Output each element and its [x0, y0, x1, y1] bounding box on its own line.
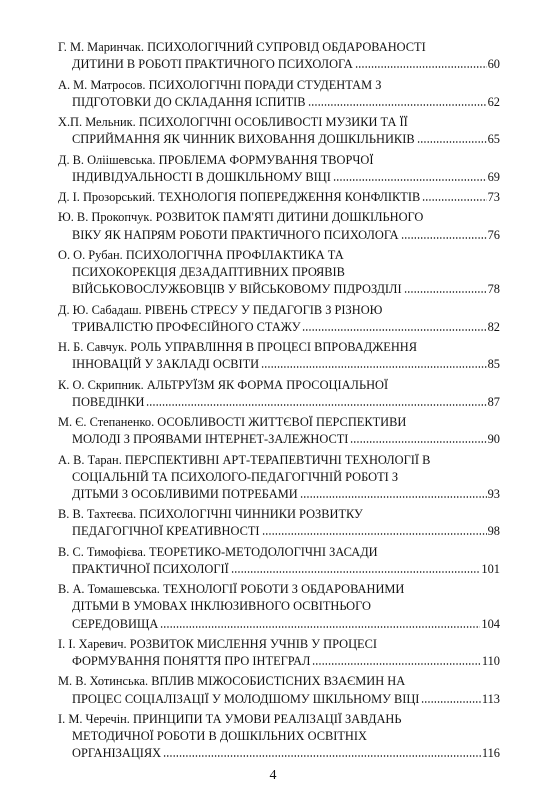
- toc-entry-continuation-line: [58, 227, 399, 244]
- toc-entry-line: [58, 247, 500, 264]
- dot-leader: [404, 281, 487, 293]
- dot-leader: [308, 94, 487, 106]
- dot-leader: [262, 523, 487, 535]
- toc-entry-title: ПРАКТИЧНОЇ ПСИХОЛОГІЇ: [72, 561, 229, 576]
- toc-entry-first-line: [58, 39, 426, 56]
- toc-entry-line: [58, 77, 500, 94]
- dot-leader: [355, 56, 487, 68]
- toc-entry-title: ПЕРСПЕКТИВНІ АРТ-ТЕРАПЕВТИЧНІ ТЕХНОЛОГІЇ В: [124, 452, 431, 467]
- toc-entry-title: МЕТОДИЧНОЇ РОБОТИ В ДОШКІЛЬНИХ ОСВІТНІХ: [72, 729, 367, 744]
- toc-entry: [58, 673, 500, 707]
- toc-entry-line: [58, 394, 500, 411]
- toc-entry-line: [58, 616, 500, 633]
- dot-leader: [302, 319, 486, 331]
- toc-entry-line: [58, 561, 500, 578]
- toc-entry-continuation-line: [58, 356, 259, 373]
- toc-entry-title: ПРОБЛЕМА ФОРМУВАННЯ ТВОРЧОЇ: [158, 152, 374, 167]
- dot-leader: [312, 653, 480, 665]
- toc-entry-continuation-line: [58, 431, 348, 448]
- toc-entry: [58, 452, 500, 504]
- toc-entry-line: [58, 209, 500, 226]
- toc-entry: [58, 77, 500, 111]
- toc-entry-continuation-line: [58, 94, 306, 111]
- toc-entry-author: Д. Ю. Сабадаш.: [58, 302, 142, 317]
- toc-entry-page: 104: [481, 616, 500, 631]
- toc-entry-title: СОЦІАЛЬНІЙ ТА ПСИХОЛОГО-ПЕДАГОГІЧНІЙ РОБОТІ З: [72, 469, 399, 484]
- toc-entry-first-line: [58, 77, 381, 94]
- toc-entry-title: ПСИХОЛОГІЧНА ПРОФІЛАКТИКА ТА: [125, 247, 344, 262]
- toc-entry-line: [58, 39, 500, 56]
- toc-entry-line: [58, 452, 500, 469]
- toc-entry-author: В. В. Тахтеєва.: [58, 507, 137, 522]
- toc-entry-author: Д. І. Прозорський.: [58, 190, 156, 204]
- toc-entry-page: 93: [487, 486, 500, 501]
- toc-entry-continuation-line: [58, 653, 310, 670]
- toc-entry-line: [58, 728, 500, 745]
- dot-leader: [417, 131, 487, 143]
- toc-entry-continuation-line: [58, 598, 371, 615]
- toc-entry-author: А. М. Матросов.: [58, 77, 146, 92]
- toc-entry-author: К. О. Скрипник.: [58, 377, 144, 392]
- toc-entry-page: 113: [481, 691, 500, 706]
- toc-entry-author: Г. М. Маринчак.: [58, 40, 144, 54]
- toc-entry-title: ПОВЕДІНКИ: [72, 394, 145, 409]
- toc-entry-continuation-line: [58, 728, 367, 745]
- toc-entry-title: ТЕХНОЛОГІЇ РОБОТИ З ОБДАРОВАНИМИ: [162, 582, 405, 597]
- toc-entry-line: [58, 745, 500, 762]
- toc-entry-author: І. І. Харевич.: [58, 636, 127, 651]
- toc-entry-title: ПСИХОЛОГІЧНІ ОСОБЛИВОСТІ МУЗИКИ ТА ЇЇ: [138, 115, 408, 129]
- toc-entry-page: 69: [487, 169, 500, 184]
- toc-entry-line: [58, 356, 500, 373]
- toc-entry-author: А. В. Таран.: [58, 452, 122, 467]
- toc-entry-line: [58, 281, 500, 298]
- toc-entry-line: [58, 264, 500, 281]
- toc-entry: [58, 506, 500, 540]
- toc-entry-line: [58, 711, 500, 728]
- toc-entry-title: РОЛЬ УПРАВЛІННЯ В ПРОЦЕСІ ВПРОВАДЖЕННЯ: [130, 340, 418, 354]
- toc-entry-continuation-line: [58, 561, 229, 578]
- toc-entry-continuation-line: [58, 131, 415, 148]
- toc-entry-line: [58, 319, 500, 336]
- toc-entry-line: [58, 94, 500, 111]
- toc-entry-first-line: [58, 636, 377, 653]
- toc-entry-page: 98: [487, 524, 500, 539]
- toc-entry: [58, 152, 500, 186]
- toc-entry-continuation-line: [58, 745, 161, 762]
- toc-entry-line: [58, 544, 500, 561]
- toc-entry-line: [58, 523, 500, 540]
- toc-entry-line: [58, 302, 500, 319]
- toc-entry-page: 73: [487, 190, 500, 204]
- toc-entry-continuation-line: [58, 469, 398, 486]
- toc-entry-title: ПСИХОЛОГІЧНІ ЧИННИКИ РОЗВИТКУ: [139, 507, 363, 522]
- toc-entry-first-line: [58, 452, 430, 469]
- toc-entry: [58, 414, 500, 448]
- dot-leader: [160, 616, 480, 628]
- toc-entry-page: 110: [481, 654, 500, 669]
- toc-entry: [58, 247, 500, 299]
- toc-entry-line: [58, 414, 500, 431]
- toc-entry-title: ОРГАНІЗАЦІЯХ: [72, 746, 162, 761]
- toc-entry-continuation-line: [58, 281, 402, 298]
- toc-entry-title: АЛЬТРУЇЗМ ЯК ФОРМА ПРОСОЦІАЛЬНОЇ: [146, 377, 389, 392]
- toc-entry-first-line: [58, 414, 406, 431]
- toc-entry-continuation-line: [58, 616, 158, 633]
- toc-entry-first-line: [58, 506, 363, 523]
- toc-entry-page: 85: [487, 357, 500, 372]
- toc-entry-author: Х.П. Мельник.: [58, 115, 136, 129]
- dot-leader: [422, 189, 486, 201]
- toc-entry-page: 62: [487, 94, 500, 109]
- toc-entry-author: О. О. Рубан.: [58, 247, 123, 262]
- toc-entry-title: ВІЙСЬКОВОСЛУЖБОВЦІВ У ВІЙСЬКОВОМУ ПІДРОЗДІЛІ: [72, 282, 402, 297]
- toc-entry-author: Д. В. Оліішевська.: [58, 152, 156, 167]
- toc-entry-title: РОЗВИТОК МИСЛЕННЯ УЧНІВ У ПРОЦЕСІ: [129, 636, 377, 651]
- toc-entry-title: СЕРЕДОВИЩА: [72, 616, 159, 631]
- toc-entry: [58, 581, 500, 633]
- toc-entry-line: [58, 339, 500, 356]
- toc-entry-continuation-line: [58, 56, 353, 73]
- toc-entry-page: 65: [487, 132, 500, 147]
- toc-entry-line: [58, 506, 500, 523]
- table-of-contents: [58, 39, 500, 766]
- toc-entry-title: РОЗВИТОК ПАМ'ЯТІ ДИТИНИ ДОШКІЛЬНОГО: [155, 210, 424, 225]
- toc-entry-page: 76: [487, 227, 500, 242]
- toc-entry-title: ВІКУ ЯК НАПРЯМ РОБОТИ ПРАКТИЧНОГО ПСИХОЛОГА: [72, 227, 399, 242]
- toc-entry-continuation-line: [58, 523, 260, 540]
- toc-entry-line: [58, 691, 500, 708]
- toc-entry: [58, 302, 500, 336]
- toc-entry-continuation-line: [58, 169, 331, 186]
- toc-entry-page: 116: [481, 746, 500, 761]
- toc-entry: [58, 114, 500, 148]
- toc-entry-author: М. Є. Степаненко.: [58, 415, 155, 429]
- toc-entry-line: [58, 131, 500, 148]
- toc-entry-first-line: [58, 114, 408, 131]
- toc-entry-first-line: [58, 189, 420, 206]
- toc-entry-title: ПРОЦЕС СОЦІАЛІЗАЦІЇ У МОЛОДШОМУ ШКІЛЬНОМУ ВІЦІ: [72, 691, 420, 706]
- toc-entry: [58, 711, 500, 763]
- toc-entry-title: ДІТЬМИ З ОСОБЛИВИМИ ПОТРЕБАМИ: [72, 486, 298, 501]
- dot-leader: [300, 486, 487, 498]
- toc-entry-line: [58, 169, 500, 186]
- toc-entry-line: [58, 636, 500, 653]
- toc-entry-first-line: [58, 209, 423, 226]
- toc-entry-page: 90: [487, 432, 500, 447]
- toc-entry-first-line: [58, 673, 405, 690]
- toc-entry-title: СПРИЙМАННЯ ЯК ЧИННИК ВИХОВАННЯ ДОШКІЛЬНИКІВ: [72, 132, 415, 147]
- toc-entry-title: РІВЕНЬ СТРЕСУ У ПЕДАГОГІВ З РІЗНОЮ: [144, 302, 383, 317]
- toc-entry: [58, 377, 500, 411]
- toc-entry-title: ПІДГОТОВКИ ДО СКЛАДАННЯ ІСПИТІВ: [72, 94, 306, 109]
- toc-entry-first-line: [58, 247, 344, 264]
- toc-entry-title: ПСИХОКОРЕКЦІЯ ДЕЗАДАПТИВНИХ ПРОЯВІВ: [72, 265, 345, 279]
- toc-entry-title: ПЕДАГОГІЧНОЇ КРЕАТИВНОСТІ: [72, 524, 260, 539]
- toc-entry-line: [58, 227, 500, 244]
- toc-entry-line: [58, 598, 500, 615]
- toc-entry-first-line: [58, 581, 404, 598]
- toc-entry-continuation-line: [58, 486, 298, 503]
- toc-entry-line: [58, 581, 500, 598]
- toc-entry-first-line: [58, 544, 378, 561]
- toc-entry-title: ПРИНЦИПИ ТА УМОВИ РЕАЛІЗАЦІЇ ЗАВДАНЬ: [133, 711, 402, 726]
- toc-entry-first-line: [58, 302, 382, 319]
- toc-entry-line: [58, 486, 500, 503]
- toc-entry-continuation-line: [58, 319, 300, 336]
- toc-entry-first-line: [58, 339, 417, 356]
- toc-entry-title: ТЕХНОЛОГІЯ ПОПЕРЕДЖЕННЯ КОНФЛІКТІВ: [158, 190, 421, 204]
- toc-entry: [58, 636, 500, 670]
- toc-entry: [58, 339, 500, 373]
- dot-leader: [401, 227, 487, 239]
- toc-entry-line: [58, 673, 500, 690]
- toc-entry-page: 82: [487, 319, 500, 334]
- toc-entry-line: [58, 653, 500, 670]
- toc-entry-line: [58, 114, 500, 131]
- toc-entry-author: Ю. В. Прокопчук.: [58, 210, 153, 225]
- toc-entry-title: ДІТЬМИ В УМОВАХ ІНКЛЮЗИВНОГО ОСВІТНЬОГО: [72, 599, 371, 614]
- toc-entry: [58, 544, 500, 578]
- toc-entry: [58, 189, 500, 206]
- toc-entry-title: ТРИВАЛІСТЮ ПРОФЕСІЙНОГО СТАЖУ: [72, 319, 301, 334]
- toc-entry-title: ДИТИНИ В РОБОТІ ПРАКТИЧНОГО ПСИХОЛОГА: [72, 57, 353, 72]
- toc-entry-author: Н. Б. Савчук.: [58, 340, 128, 354]
- toc-entry-first-line: [58, 711, 401, 728]
- toc-entry-title: ІННОВАЦІЙ У ЗАКЛАДІ ОСВІТИ: [72, 357, 260, 372]
- toc-entry-first-line: [58, 152, 373, 169]
- toc-entry-author: М. В. Хотинська.: [58, 674, 149, 689]
- toc-entry-author: В. А. Томашевська.: [58, 582, 160, 597]
- toc-entry-title: ОСОБЛИВОСТІ ЖИТТЄВОЇ ПЕРСПЕКТИВИ: [157, 415, 407, 429]
- toc-entry-continuation-line: [58, 691, 419, 708]
- dot-leader: [421, 691, 480, 703]
- toc-entry-title: ТЕОРЕТИКО-МЕТОДОЛОГІЧНІ ЗАСАДИ: [149, 544, 378, 559]
- toc-entry-line: [58, 189, 500, 206]
- toc-entry-page: 101: [481, 561, 500, 576]
- toc-entry-line: [58, 56, 500, 73]
- toc-entry-author: В. С. Тимофієва.: [58, 544, 146, 559]
- dot-leader: [261, 356, 486, 368]
- dot-leader: [350, 431, 486, 443]
- toc-entry-author: І. М. Черечін.: [58, 711, 130, 726]
- toc-entry: [58, 209, 500, 243]
- page-number: 4: [269, 768, 277, 783]
- toc-entry-line: [58, 152, 500, 169]
- toc-entry-continuation-line: [58, 394, 144, 411]
- toc-entry-page: 60: [487, 57, 500, 72]
- toc-entry-title: ПСИХОЛОГІЧНІ ПОРАДИ СТУДЕНТАМ З: [148, 77, 382, 92]
- toc-entry: [58, 39, 500, 73]
- toc-entry-continuation-line: [58, 264, 345, 281]
- dot-leader: [231, 561, 481, 573]
- toc-entry-line: [58, 469, 500, 486]
- dot-leader: [163, 745, 481, 757]
- toc-entry-page: 87: [487, 394, 500, 409]
- dot-leader: [333, 169, 487, 181]
- toc-entry-title: ВПЛИВ МІЖОСОБИСТІСНИХ ВЗАЄМИН НА: [151, 674, 406, 689]
- toc-entry-line: [58, 377, 500, 394]
- toc-entry-title: ФОРМУВАННЯ ПОНЯТТЯ ПРО ІНТЕГРАЛ: [72, 654, 311, 669]
- toc-entry-title: МОЛОДІ З ПРОЯВАМИ ІНТЕРНЕТ-ЗАЛЕЖНОСТІ: [72, 432, 349, 447]
- toc-entry-title: ПСИХОЛОГІЧНИЙ СУПРОВІД ОБДАРОВАНОСТІ: [147, 40, 426, 54]
- dot-leader: [146, 394, 486, 406]
- toc-entry-title: ІНДИВІДУАЛЬНОСТІ В ДОШКІЛЬНОМУ ВІЦІ: [72, 169, 331, 184]
- toc-entry-first-line: [58, 377, 388, 394]
- toc-entry-page: 78: [487, 282, 500, 297]
- toc-entry-line: [58, 431, 500, 448]
